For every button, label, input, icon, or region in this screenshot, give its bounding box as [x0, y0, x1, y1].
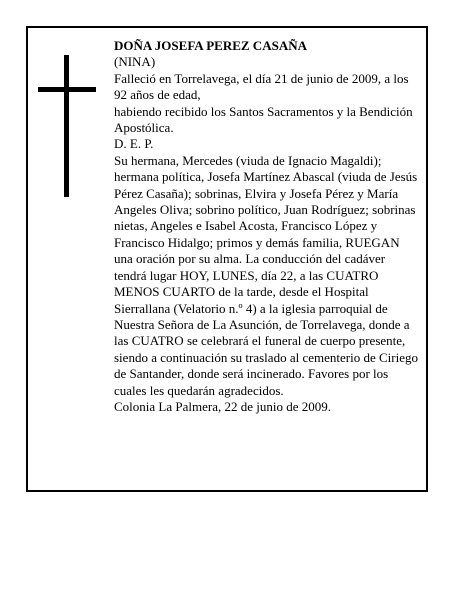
deceased-name: DOÑA JOSEFA PEREZ CASAÑA — [114, 38, 307, 53]
sacraments-text: habiendo recibido los Santos Sacramentos y la Bendición Apostólica. — [114, 103, 413, 136]
cross-horizontal-bar — [38, 87, 96, 92]
rip-text: D. E. P. — [114, 136, 154, 152]
family-and-funeral-text: Su hermana, Mercedes (viuda de Ignacio Magaldi); hermana política, Josefa Martínez Abascal (viuda de Jesús Pérez Casaña); sobrinas, Elvira y Josefa Pérez y María Angeles Oliva; sobrino político, Juan Rodríguez; sobrinas nietas, Angeles e Isabel Acosta, Francisco López y Francisco Hidalgo; primos y demás familia, RUEGAN una oración por su alma. La conducción del cadáver tendrá lugar HOY, LUNES, día 22, a las CUATRO MENOS CUARTO de la tarde, desde el Hospital Sierrallana (Velatorio n.º 4) a la iglesia parroquial de Nuestra Señora de La Asunción, de Torrelavega, donde a las CUATRO se celebrará el funeral de cuerpo presente, siendo a continuación su traslado al cementerio de Ciriego de Santander, donde será incinerado. Favores por los cuales les quedarán agradecidos. — [114, 152, 418, 398]
deceased-nickname: (NINA) — [114, 54, 156, 70]
place-and-date: Colonia La Palmera, 22 de junio de 2009. — [114, 398, 331, 414]
cross-icon — [38, 55, 96, 197]
obituary-text-block — [114, 38, 420, 415]
death-announcement: Falleció en Torrelavega, el día 21 de junio de 2009, a los 92 años de edad, — [114, 70, 409, 103]
cross-vertical-bar — [64, 55, 69, 197]
